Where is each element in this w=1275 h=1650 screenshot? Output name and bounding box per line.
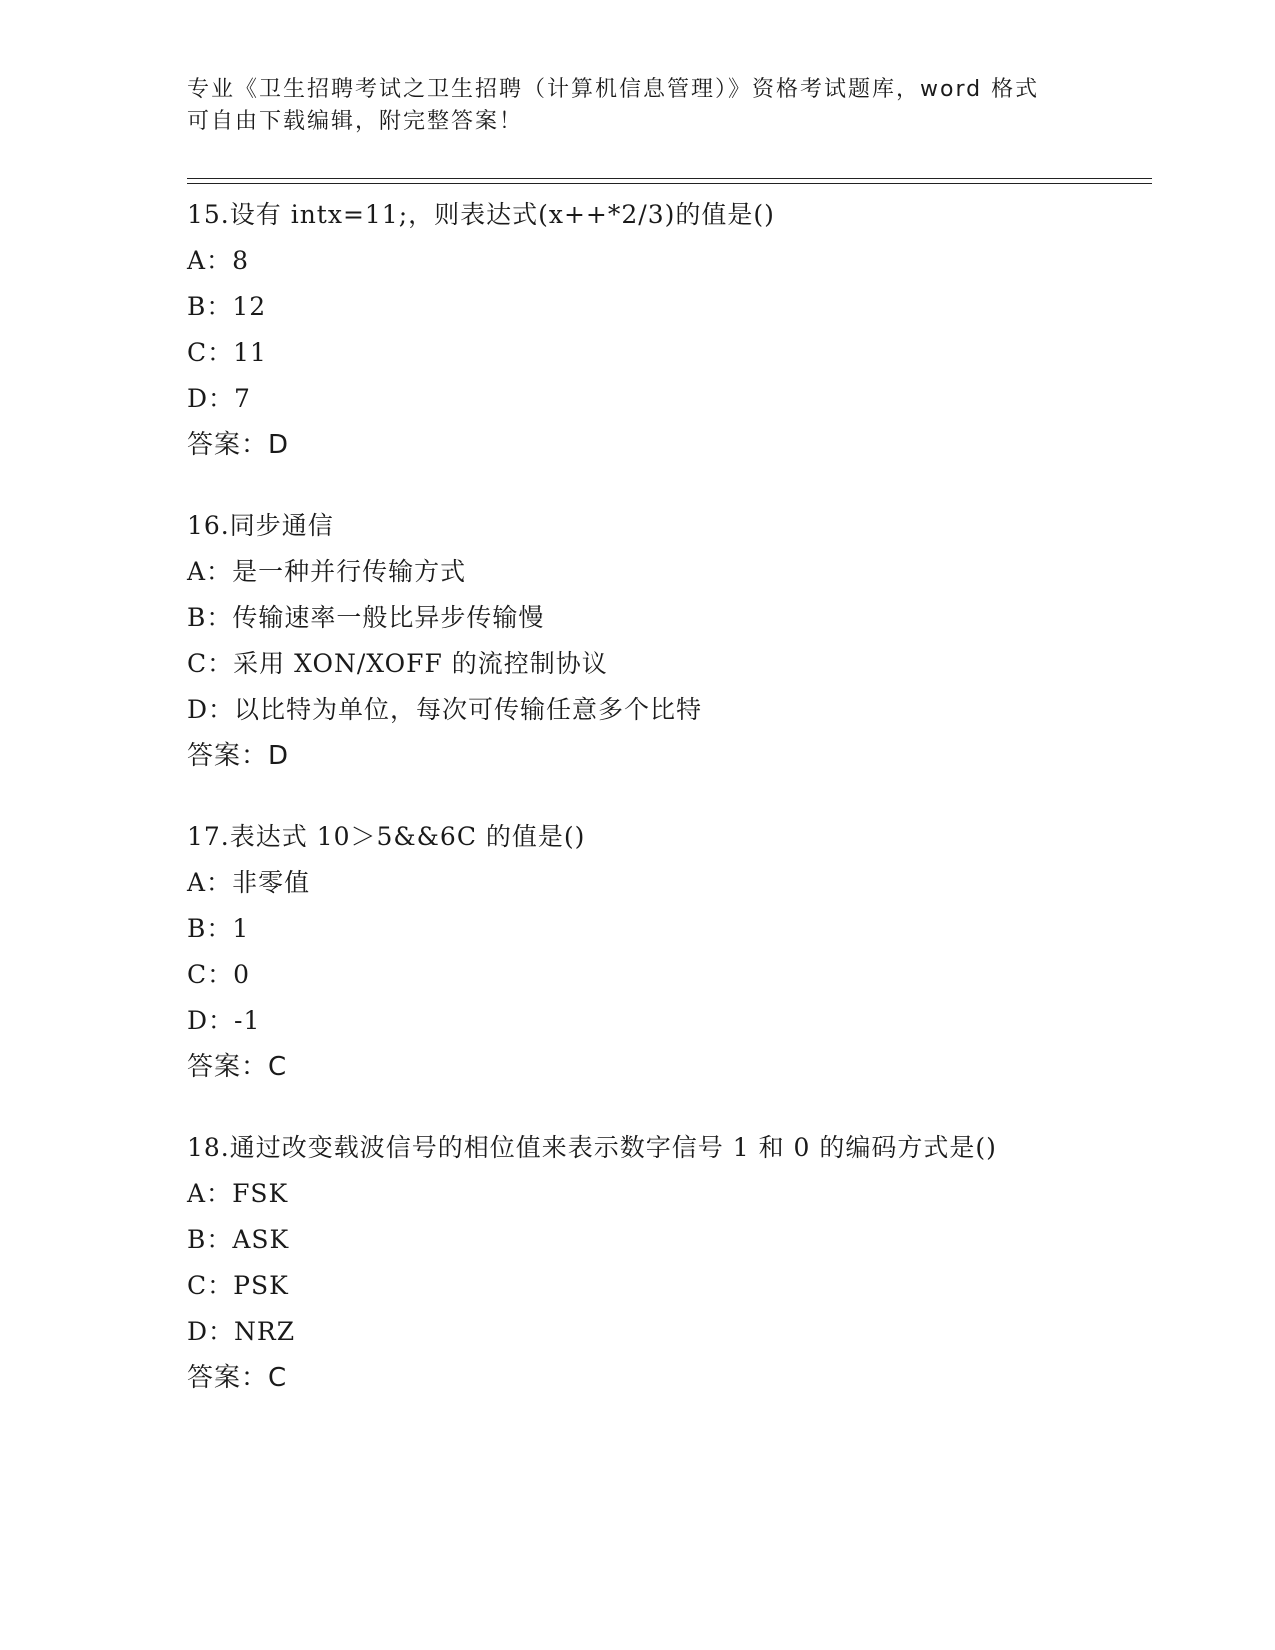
- question-list: [187, 192, 1147, 1436]
- question-text: 通过改变载波信号的相位值来表示数字信号 1 和 0 的编码方式是(): [229, 1133, 997, 1162]
- option-letter: D：: [187, 1317, 235, 1346]
- answer-line: 答案：C: [187, 1052, 288, 1082]
- option-text: ASK: [232, 1225, 290, 1254]
- option-c: [187, 952, 1147, 998]
- option-text: 0: [233, 960, 251, 989]
- question-stem: [187, 503, 1147, 549]
- question-number: 18.: [187, 1133, 230, 1162]
- option-text: FSK: [232, 1179, 289, 1208]
- option-letter: B：: [187, 603, 233, 632]
- document-header: [187, 74, 1087, 138]
- header-divider-top: [187, 178, 1152, 179]
- answer-line: 答案：D: [187, 741, 290, 771]
- option-a: [187, 860, 1147, 906]
- option-text: 非零值: [232, 868, 311, 897]
- option-text: 12: [232, 292, 267, 321]
- answer-line: 答案：D: [187, 430, 290, 460]
- option-text: 11: [233, 338, 267, 367]
- option-text: 1: [232, 914, 250, 943]
- option-a: [187, 238, 1147, 284]
- question-text: 设有 intx=11;，则表达式(x++*2/3)的值是(): [229, 200, 775, 229]
- option-letter: D：: [187, 695, 235, 724]
- option-letter: B：: [187, 292, 233, 321]
- option-c: [187, 330, 1147, 376]
- option-b: [187, 1217, 1147, 1263]
- option-d: [187, 998, 1147, 1044]
- option-a: [187, 1171, 1147, 1217]
- option-text: 传输速率一般比异步传输慢: [232, 603, 545, 632]
- question-17: [187, 814, 1147, 1090]
- option-text: 8: [232, 246, 249, 275]
- option-letter: A：: [187, 246, 233, 275]
- option-text: 以比特为单位，每次可传输任意多个比特: [234, 695, 703, 724]
- option-letter: D：: [187, 1006, 235, 1035]
- option-text: NRZ: [234, 1317, 296, 1346]
- option-b: [187, 284, 1147, 330]
- option-letter: C：: [187, 649, 234, 678]
- option-b: [187, 595, 1147, 641]
- question-18: [187, 1125, 1147, 1401]
- option-letter: A：: [187, 557, 233, 586]
- question-text: 同步通信: [229, 511, 334, 540]
- option-text: PSK: [233, 1271, 289, 1300]
- question-stem: [187, 192, 1147, 238]
- question-number: 15.: [187, 200, 230, 229]
- question-text: 表达式 10＞5&&6C 的值是(): [229, 822, 586, 851]
- option-d: [187, 376, 1147, 422]
- question-16: [187, 503, 1147, 779]
- option-text: 7: [234, 384, 251, 413]
- question-number: 17.: [187, 822, 230, 851]
- option-letter: A：: [187, 868, 233, 897]
- option-letter: C：: [187, 338, 234, 367]
- option-text: -1: [234, 1006, 261, 1035]
- option-letter: B：: [187, 914, 233, 943]
- option-a: [187, 549, 1147, 595]
- header-line-1: 专业《卫生招聘考试之卫生招聘（计算机信息管理）》资格考试题库，word 格式: [187, 77, 1040, 102]
- option-b: [187, 906, 1147, 952]
- question-stem: [187, 814, 1147, 860]
- question-number: 16.: [187, 511, 230, 540]
- option-letter: C：: [187, 1271, 234, 1300]
- header-divider-bottom: [187, 183, 1152, 184]
- option-c: [187, 1263, 1147, 1309]
- option-d: [187, 687, 1147, 733]
- option-letter: D：: [187, 384, 235, 413]
- option-letter: A：: [187, 1179, 233, 1208]
- option-d: [187, 1309, 1147, 1355]
- header-line-2: 可自由下载编辑，附完整答案！: [187, 109, 524, 134]
- question-15: [187, 192, 1147, 468]
- option-c: [187, 641, 1147, 687]
- option-letter: B：: [187, 1225, 233, 1254]
- answer-line: 答案：C: [187, 1363, 288, 1393]
- option-letter: C：: [187, 960, 234, 989]
- option-text: 采用 XON/XOFF 的流控制协议: [233, 649, 608, 678]
- question-stem: [187, 1125, 1147, 1171]
- option-text: 是一种并行传输方式: [232, 557, 467, 586]
